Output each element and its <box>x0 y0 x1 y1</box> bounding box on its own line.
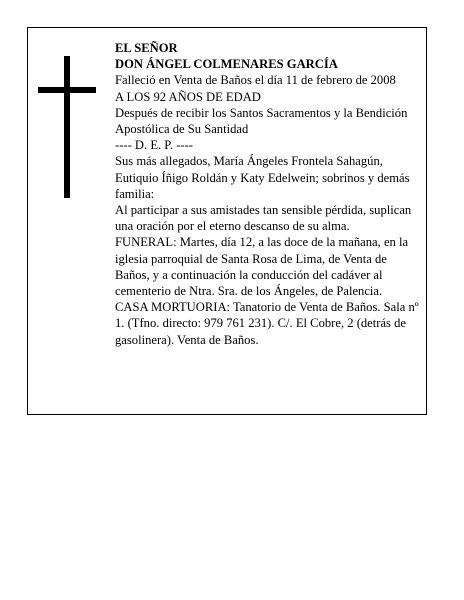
cross-horizontal-bar <box>38 87 96 93</box>
death-info: Falleció en Venta de Baños el día 11 de febrero de 2008 <box>115 73 396 88</box>
heading-title: EL SEÑOR <box>115 41 178 55</box>
family-line: Sus más allegados, María Ángeles Frontela Sahagún, Eutiquio Íñigo Roldán y Katy Edelwein; sobrinos y demás familia: <box>115 154 410 201</box>
sacraments-line: Después de recibir los Santos Sacramentos y la Bendición Apostólica de Su Santidad <box>115 105 408 137</box>
request-line: Al participar a sus amistades tan sensible pérdida, suplican una oración por el eterno descanso de su alma. <box>115 203 412 234</box>
deceased-name: DON ÁNGEL COLMENARES GARCÍA <box>115 57 338 72</box>
obituary-text <box>115 40 423 348</box>
age-line: A LOS 92 AÑOS DE EDAD <box>115 89 261 104</box>
cross-icon <box>38 56 96 198</box>
funeral-line: FUNERAL: Martes, día 12, a las doce de la mañana, en la iglesia parroquial de Santa Rosa de Lima, de Venta de Baños, y a continuación la conducción del cadáver al cementerio de Ntra. Sra. de los Ángeles, de Palencia. <box>115 235 409 299</box>
rip-line: ---- D. E. P. ---- <box>115 138 193 153</box>
funeral-home-line: CASA MORTUORIA: Tanatorio de Venta de Baños. Sala nº 1. (Tfno. directo: 979 761 231). C/. El Cobre, 2 (detrás de gasolinera). Venta de Baños. <box>115 300 419 347</box>
obituary-notice <box>27 27 427 415</box>
cross-vertical-bar <box>64 56 70 198</box>
